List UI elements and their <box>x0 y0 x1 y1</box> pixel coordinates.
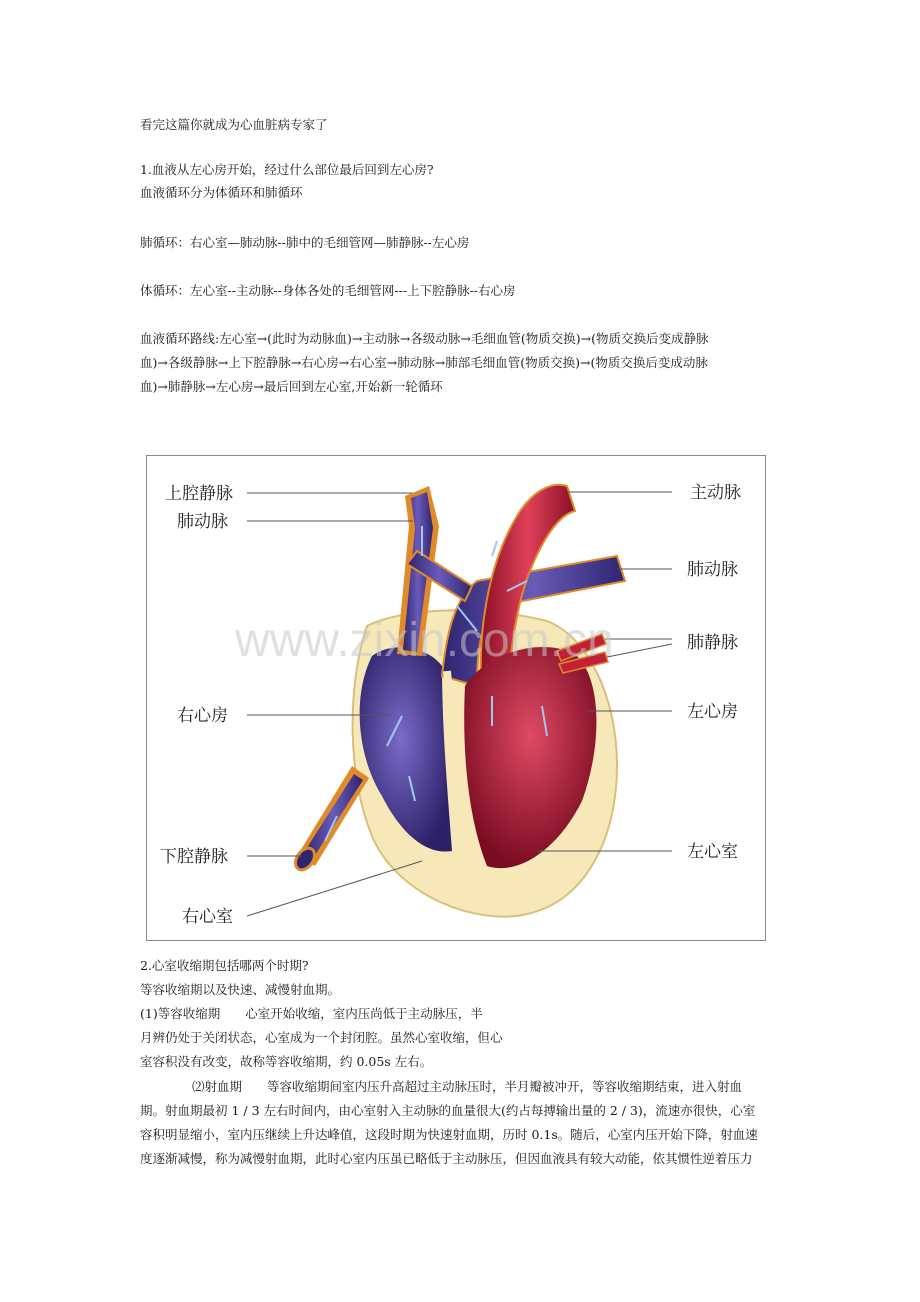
watermark: www.zixin.com.cn <box>235 614 614 667</box>
label-left-atrium: 左心房 <box>687 702 738 722</box>
label-pulmonary-artery-left: 肺动脉 <box>177 512 228 532</box>
label-superior-vena-cava: 上腔静脉 <box>165 484 233 504</box>
label-inferior-vena-cava: 下腔静脉 <box>160 847 228 867</box>
question-2: 2.心室收缩期包括哪两个时期? <box>140 958 309 973</box>
heart-illustration <box>147 456 765 940</box>
paragraph-line: 期。射血期最初 1 / 3 左右时间内，由心室射入主动脉的血量很大(约占每搏输出量的 2 / 3)，流速亦很快，心室 <box>140 1103 756 1118</box>
label-right-atrium: 右心房 <box>177 706 228 726</box>
paragraph-line: 度逐渐减慢，称为减慢射血期，此时心室内压虽已略低于主动脉压，但因血液具有较大动能，依其惯性逆着压力 <box>140 1151 753 1166</box>
label-right-ventricle: 右心室 <box>182 907 233 927</box>
label-pulmonary-artery-right: 肺动脉 <box>687 560 738 580</box>
paragraph-line: (1)等容收缩期 心室开始收缩，室内压尚低于主动脉压，半 <box>140 1006 483 1021</box>
route-line: 血)→各级静脉→上下腔静脉→右心房→右心室→肺动脉→肺部毛细血管(物质交换)→(物质交换后变成动脉 <box>140 355 708 370</box>
question-1: 1.血液从左心房开始，经过什么部位最后回到左心房? <box>140 162 434 177</box>
pulmonary-circulation: 肺循环：右心室—肺动脉--肺中的毛细管网—肺静脉--左心房 <box>140 235 470 250</box>
route-line: 血)→肺静脉→左心房→最后回到左心室,开始新一轮循环 <box>140 379 443 394</box>
label-pulmonary-vein: 肺静脉 <box>687 633 738 653</box>
ivc-vessel <box>303 774 363 860</box>
paragraph-line: 容积明显缩小，室内压继续上升达峰值，这段时期为快速射血期，历时 0.1s。随后，心室内压开始下降，射血速 <box>140 1127 758 1142</box>
label-aorta: 主动脉 <box>690 483 741 503</box>
route-line: 血液循环路线:左心室→(此时为动脉血)→主动脉→各级动脉→毛细血管(物质交换)→(物质交换后变成静脉 <box>140 331 709 346</box>
answer-2: 等容收缩期以及快速、减慢射血期。 <box>140 982 341 997</box>
paragraph-line: 月辨仍处于关闭状态，心室成为一个封闭腔。虽然心室收缩，但心 <box>140 1030 503 1045</box>
paragraph-line: 室容积没有改变，故称等容收缩期，约 0.05s 左右。 <box>140 1054 433 1069</box>
systemic-circulation: 体循环：左心室--主动脉--身体各处的毛细管网---上下腔静脉--右心房 <box>140 283 516 298</box>
heart-diagram <box>146 455 766 941</box>
label-left-ventricle: 左心室 <box>687 842 738 862</box>
page-title: 看完这篇你就成为心血脏病专家了 <box>140 117 328 132</box>
circulation-intro: 血液循环分为体循环和肺循环 <box>140 185 303 200</box>
paragraph-line: ⑵射血期 等容收缩期间室内压升高超过主动脉压时，半月瓣被冲开，等容收缩期结束，进入射血 <box>192 1079 743 1094</box>
